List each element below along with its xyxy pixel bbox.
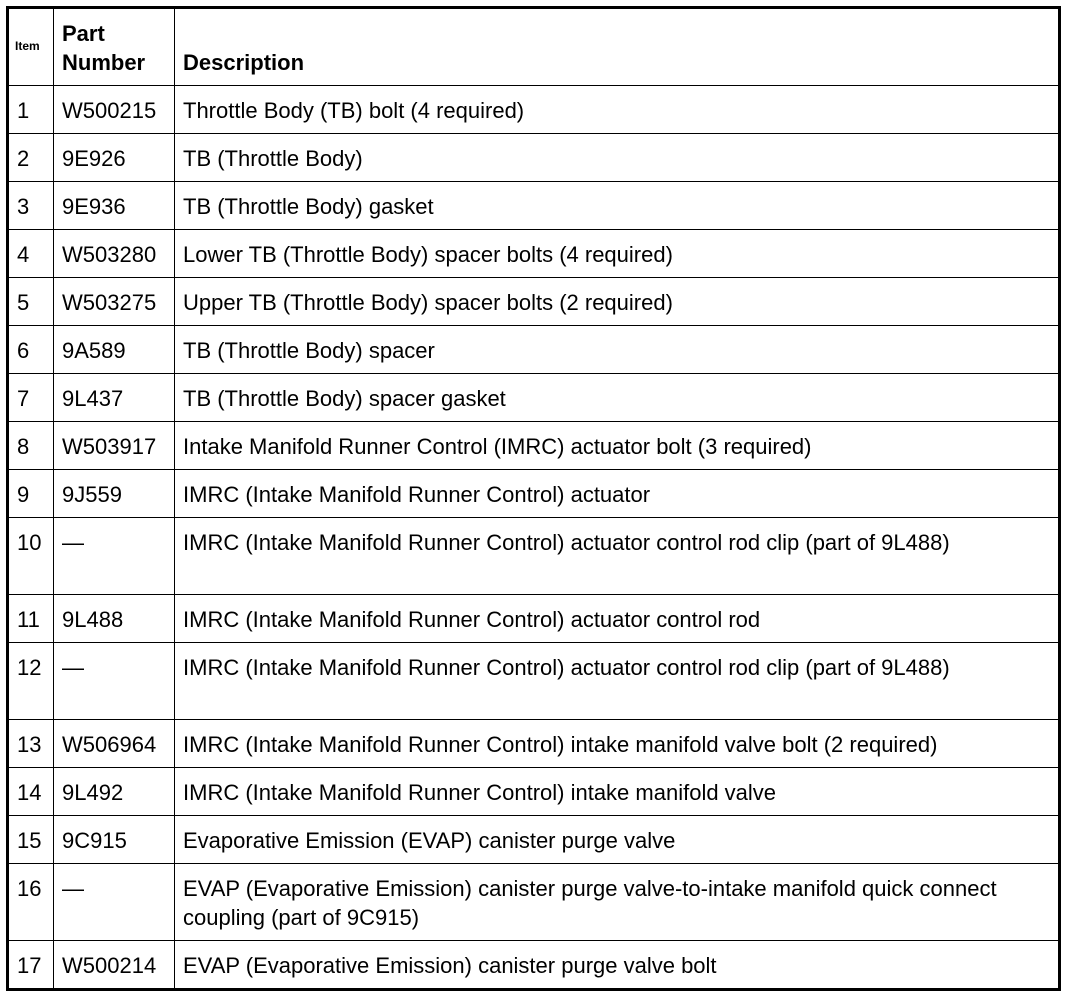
cell-description: TB (Throttle Body) spacer — [175, 326, 1060, 374]
cell-item: 11 — [8, 595, 54, 643]
cell-description: IMRC (Intake Manifold Runner Control) actuator — [175, 470, 1060, 518]
table-row — [8, 422, 1060, 470]
table-row — [8, 595, 1060, 643]
cell-part-number: W500214 — [54, 941, 175, 990]
cell-item: 15 — [8, 816, 54, 864]
cell-description: Evaporative Emission (EVAP) canister purge valve — [175, 816, 1060, 864]
cell-part-number: W503275 — [54, 278, 175, 326]
cell-item: 1 — [8, 86, 54, 134]
cell-item: 9 — [8, 470, 54, 518]
cell-item: 4 — [8, 230, 54, 278]
cell-item: 8 — [8, 422, 54, 470]
table-row — [8, 816, 1060, 864]
table-row — [8, 278, 1060, 326]
cell-part-number: 9C915 — [54, 816, 175, 864]
table-row — [8, 374, 1060, 422]
cell-description: TB (Throttle Body) spacer gasket — [175, 374, 1060, 422]
cell-description: Intake Manifold Runner Control (IMRC) actuator bolt (3 required) — [175, 422, 1060, 470]
cell-part-number: — — [54, 518, 175, 595]
cell-item: 16 — [8, 864, 54, 941]
cell-description: IMRC (Intake Manifold Runner Control) actuator control rod — [175, 595, 1060, 643]
cell-description: IMRC (Intake Manifold Runner Control) actuator control rod clip (part of 9L488) — [175, 643, 1060, 720]
cell-item: 12 — [8, 643, 54, 720]
cell-description: TB (Throttle Body) gasket — [175, 182, 1060, 230]
cell-part-number: — — [54, 643, 175, 720]
table-row — [8, 230, 1060, 278]
header-description: Description — [175, 8, 1060, 86]
table-row — [8, 518, 1060, 595]
cell-item: 5 — [8, 278, 54, 326]
cell-part-number: — — [54, 864, 175, 941]
cell-part-number: 9E926 — [54, 134, 175, 182]
table-body — [8, 86, 1060, 990]
cell-item: 6 — [8, 326, 54, 374]
table-row — [8, 864, 1060, 941]
cell-description: IMRC (Intake Manifold Runner Control) intake manifold valve bolt (2 required) — [175, 720, 1060, 768]
cell-part-number: 9E936 — [54, 182, 175, 230]
table-row — [8, 86, 1060, 134]
cell-part-number: W503917 — [54, 422, 175, 470]
cell-item: 7 — [8, 374, 54, 422]
table-row — [8, 720, 1060, 768]
cell-part-number: 9J559 — [54, 470, 175, 518]
cell-item: 14 — [8, 768, 54, 816]
cell-description: TB (Throttle Body) — [175, 134, 1060, 182]
table-row — [8, 643, 1060, 720]
cell-part-number: 9L488 — [54, 595, 175, 643]
table-row — [8, 470, 1060, 518]
cell-description: IMRC (Intake Manifold Runner Control) intake manifold valve — [175, 768, 1060, 816]
table-row — [8, 768, 1060, 816]
cell-description: Upper TB (Throttle Body) spacer bolts (2 required) — [175, 278, 1060, 326]
cell-description: Throttle Body (TB) bolt (4 required) — [175, 86, 1060, 134]
table-row — [8, 941, 1060, 990]
header-item: Item — [8, 8, 54, 86]
table-row — [8, 134, 1060, 182]
cell-part-number: 9A589 — [54, 326, 175, 374]
table-header-row — [8, 8, 1060, 86]
cell-description: EVAP (Evaporative Emission) canister purge valve bolt — [175, 941, 1060, 990]
cell-part-number: 9L492 — [54, 768, 175, 816]
cell-item: 13 — [8, 720, 54, 768]
table-row — [8, 326, 1060, 374]
parts-table — [6, 6, 1061, 991]
cell-item: 10 — [8, 518, 54, 595]
cell-part-number: W503280 — [54, 230, 175, 278]
cell-description: Lower TB (Throttle Body) spacer bolts (4 required) — [175, 230, 1060, 278]
cell-part-number: 9L437 — [54, 374, 175, 422]
cell-description: EVAP (Evaporative Emission) canister purge valve-to-intake manifold quick connect coupling (part of 9C915) — [175, 864, 1060, 941]
cell-item: 17 — [8, 941, 54, 990]
cell-part-number: W506964 — [54, 720, 175, 768]
cell-description: IMRC (Intake Manifold Runner Control) actuator control rod clip (part of 9L488) — [175, 518, 1060, 595]
table-row — [8, 182, 1060, 230]
header-part-number: Part Number — [54, 8, 175, 86]
cell-part-number: W500215 — [54, 86, 175, 134]
cell-item: 2 — [8, 134, 54, 182]
cell-item: 3 — [8, 182, 54, 230]
